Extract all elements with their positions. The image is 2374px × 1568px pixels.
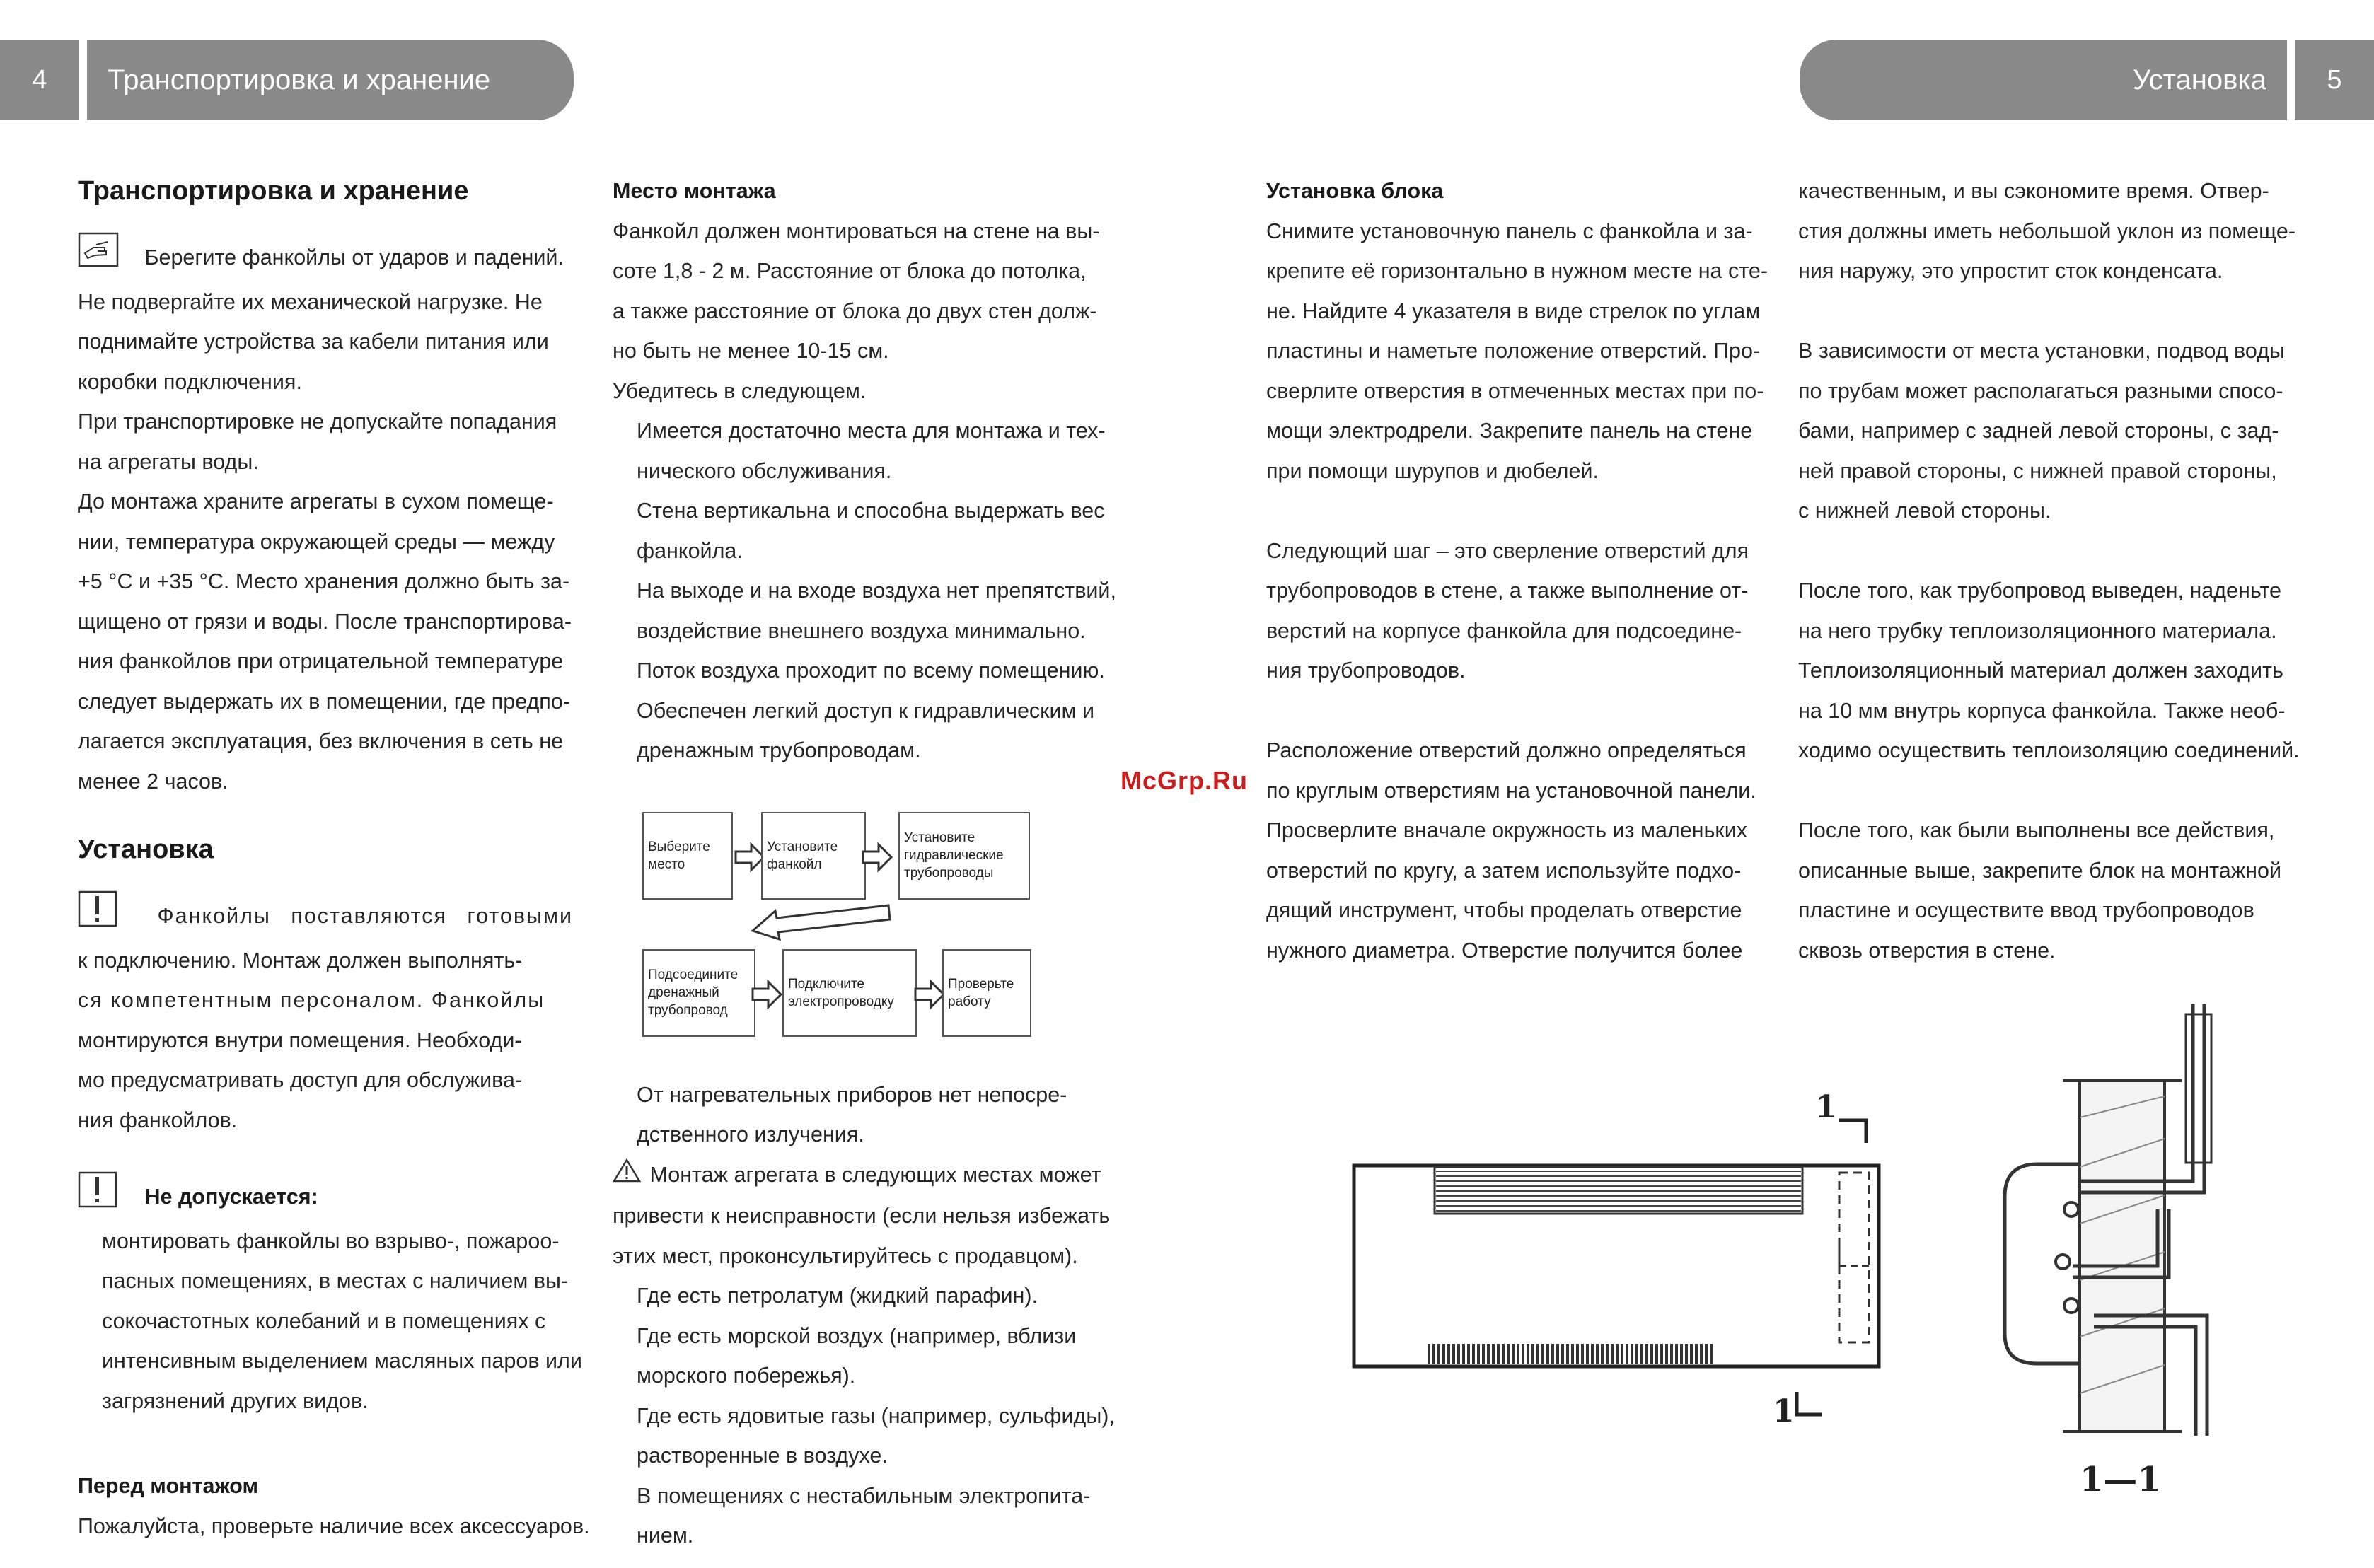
text-line: бами, например с задней левой стороны, с зад- bbox=[1798, 419, 2279, 443]
warning-triangle-icon bbox=[613, 1156, 641, 1197]
section-heading-mounting-place: Место монтажа bbox=[613, 179, 776, 203]
right-page-header bbox=[1800, 40, 2374, 120]
text-line: но быть не менее 10-15 см. bbox=[613, 339, 889, 363]
flow-step-connect-wiring: Подключите электропроводку bbox=[782, 949, 917, 1037]
text-line: качественным, и вы сэкономите время. Отвер- bbox=[1798, 179, 2269, 203]
not-allowed-title: Не допускается: bbox=[144, 1185, 318, 1209]
text-line: отверстий по кругу, а затем используйте подхо- bbox=[1266, 858, 1742, 883]
section-mark-top: 1 bbox=[1815, 1089, 1837, 1125]
text-line: растворенные в воздухе. bbox=[637, 1444, 888, 1468]
text-line: Пожалуйста, проверьте наличие всех аксессуаров. bbox=[78, 1514, 590, 1538]
exclamation-icon bbox=[78, 1171, 117, 1221]
text-line: Обеспечен легкий доступ к гидравлическим и bbox=[637, 698, 1095, 723]
text-line: Фанкойл должен монтироваться на стене на вы- bbox=[613, 219, 1100, 243]
section-mark-bottom: 1 bbox=[1773, 1393, 1795, 1429]
text-line: следует выдержать их в помещении, где предпо- bbox=[78, 689, 570, 714]
text-line: ния фанкойлов при отрицательной температуре bbox=[78, 649, 564, 673]
text-line: поднимайте устройства за кабели питания или bbox=[78, 330, 549, 354]
hand-note-icon bbox=[78, 232, 120, 282]
text-line: менее 2 часов. bbox=[78, 769, 228, 794]
text-line: дственного излучения. bbox=[637, 1122, 864, 1146]
text-line: В помещениях с нестабильным электропита- bbox=[637, 1483, 1091, 1508]
arrow-right-icon bbox=[862, 842, 893, 873]
text-line: Стена вертикальна и способна выдержать вес bbox=[637, 499, 1105, 523]
flow-step-check-operation: Проверьте работу bbox=[942, 949, 1031, 1037]
text-line: лагается эксплуатация, без включения в сеть не bbox=[78, 729, 564, 753]
flow-step-install-hydraulic-pipes: Установите гидравлические трубопроводы bbox=[898, 812, 1030, 900]
text-line: Имеется достаточно места для монтажа и тех- bbox=[637, 419, 1106, 443]
text-line: дренажным трубопроводам. bbox=[637, 738, 921, 762]
text-line: Где есть морской воздух (например, вблизи bbox=[637, 1323, 1077, 1348]
text-line: нием. bbox=[637, 1523, 694, 1547]
fancoil-front-view-drawing bbox=[1344, 1089, 1896, 1436]
arrow-back-icon bbox=[750, 901, 891, 943]
left-page-number: 4 bbox=[32, 65, 47, 95]
text-line: После того, как трубопровод выведен, наденьте bbox=[1798, 579, 2281, 603]
text-line: ния трубопроводов. bbox=[1266, 658, 1466, 683]
text-line: с нижней левой стороны. bbox=[1798, 499, 2051, 523]
text-line: фанкойла. bbox=[637, 538, 743, 563]
watermark: McGrp.Ru bbox=[1121, 766, 1249, 795]
text-line: трубопроводов в стене, а также выполнение от- bbox=[1266, 579, 1749, 603]
text-line: ния фанкойлов. bbox=[78, 1108, 238, 1132]
text-line: пластины и наметьте положение отверстий. Про- bbox=[1266, 339, 1761, 363]
text-line: В зависимости от места установки, подвод воды bbox=[1798, 339, 2285, 363]
text-line: этих мест, проконсультируйтесь с продавцом). bbox=[613, 1243, 1078, 1268]
text-line: Где есть петролатум (жидкий парафин). bbox=[637, 1284, 1038, 1308]
text-line: ней правой стороны, с нижней правой стороны, bbox=[1798, 458, 2277, 483]
text-line: дящий инструмент, чтобы проделать отверстие bbox=[1266, 898, 1742, 922]
text-line: а также расстояние от блока до двух стен долж- bbox=[613, 298, 1097, 323]
section-caption: 1—1 bbox=[2080, 1460, 2161, 1499]
text-line: Теплоизоляционный материал должен заходить bbox=[1798, 658, 2283, 683]
text-line: Просверлите вначале окружность из маленьких bbox=[1266, 818, 1748, 842]
text-line: пластине и осуществите ввод трубопроводов bbox=[1798, 898, 2254, 922]
text-line: соте 1,8 - 2 м. Расстояние от блока до потолка, bbox=[613, 259, 1087, 283]
text-line: На выходе и на входе воздуха нет препятствий, bbox=[637, 579, 1116, 603]
text-line: Убедитесь в следующем. bbox=[613, 378, 867, 403]
section-heading-transport: Транспортировка и хранение bbox=[78, 176, 469, 206]
header-separator bbox=[2287, 40, 2295, 120]
section-heading-unit-installation: Установка блока bbox=[1266, 179, 1444, 203]
flow-step-connect-drain: Подсоедините дренажный трубопровод bbox=[642, 949, 755, 1037]
section-heading-install: Установка bbox=[78, 835, 214, 864]
text-line: мощи электродрели. Закрепите панель на стене bbox=[1266, 419, 1753, 443]
text-line: ния наружу, это упростит сток конденсата. bbox=[1798, 259, 2223, 283]
text-line: привести к неисправности (если нельзя избежать bbox=[613, 1204, 1111, 1228]
text-line: пасных помещениях, в местах с наличием вы- bbox=[102, 1269, 569, 1293]
arrow-right-icon bbox=[914, 979, 945, 1010]
text-line: сокочастотных колебаний и в помещениях с bbox=[102, 1308, 546, 1333]
text-line: нического обслуживания. bbox=[637, 458, 892, 483]
text-line: При транспортировке не допускайте попадания bbox=[78, 410, 557, 434]
text-line: монтируются внутри помещения. Необходи- bbox=[78, 1028, 522, 1052]
text-line: До монтажа храните агрегаты в сухом помеще- bbox=[78, 489, 554, 513]
text-line: к подключению. Монтаж должен выполнять- bbox=[78, 948, 523, 972]
text-line: загрязнений других видов. bbox=[102, 1388, 369, 1413]
text-line: ходимо осуществить теплоизоляцию соединений. bbox=[1798, 738, 2300, 762]
text-line: по трубам может располагаться разными спосо- bbox=[1798, 378, 2283, 403]
column-transport-storage bbox=[78, 171, 590, 1546]
text-line: Снимите установочную панель с фанкойла и за- bbox=[1266, 219, 1753, 243]
text-line: сверлите отверстия в отмеченных местах при по- bbox=[1266, 378, 1764, 403]
text-line: на него трубку теплоизоляционного материала. bbox=[1798, 618, 2277, 643]
column-unit-installation bbox=[1266, 171, 1768, 970]
text-line: интенсивным выделением масляных паров или bbox=[102, 1349, 582, 1373]
text-line: От нагревательных приборов нет непосре- bbox=[637, 1082, 1067, 1107]
text-line: крепите её горизонтально в нужном месте на сте- bbox=[1266, 259, 1768, 283]
text-line: Фанкойлы поставляются готовыми bbox=[78, 890, 573, 941]
text-line: ся компетентным персоналом. Фанкойлы bbox=[78, 988, 545, 1012]
flow-step-choose-place: Выберите место bbox=[642, 812, 733, 900]
text-line: при помощи шурупов и дюбелей. bbox=[1266, 458, 1599, 483]
text-line: морского побережья). bbox=[637, 1364, 856, 1388]
right-page-number: 5 bbox=[2327, 65, 2342, 95]
arrow-right-icon bbox=[751, 979, 782, 1010]
text-line: сквозь отверстия в стене. bbox=[1798, 938, 2056, 963]
text-line: нужного диаметра. Отверстие получится более bbox=[1266, 938, 1743, 963]
section-heading-before-install: Перед монтажом bbox=[78, 1474, 259, 1498]
text-line: монтировать фанкойлы во взрыво-, пожароо- bbox=[102, 1229, 560, 1253]
flow-step-install-fancoil: Установите фанкойл bbox=[761, 812, 866, 900]
text-line: щищено от грязи и воды. После транспортирова- bbox=[78, 609, 572, 634]
text-line: Берегите фанкойлы от ударов и падений. bbox=[78, 232, 573, 282]
left-page-title: Транспортировка и хранение bbox=[108, 64, 491, 95]
column-mounting-place bbox=[613, 171, 1116, 1556]
text-line: Расположение отверстий должно определяться bbox=[1266, 738, 1747, 762]
text-line: Следующий шаг – это сверление отверстий для bbox=[1266, 538, 1749, 563]
left-page-header bbox=[0, 40, 574, 120]
text-line: воздействие внешнего воздуха минимально. bbox=[637, 618, 1086, 643]
section-1-1-drawing bbox=[1995, 997, 2264, 1506]
right-page-title: Установка bbox=[2132, 64, 2266, 95]
text-line: коробки подключения. bbox=[78, 369, 302, 394]
text-line: Монтаж агрегата в следующих местах может bbox=[613, 1155, 1113, 1197]
header-separator bbox=[79, 40, 87, 120]
text-line: на агрегаты воды. bbox=[78, 449, 259, 474]
text-line: Поток воздуха проходит по всему помещению. bbox=[637, 658, 1105, 683]
not-allowed-title-line bbox=[78, 1171, 573, 1221]
text-line: описанные выше, закрепите блок на монтажной bbox=[1798, 858, 2282, 883]
column-unit-installation-continued bbox=[1798, 171, 2302, 970]
text-line: Где есть ядовитые газы (например, сульфиды), bbox=[637, 1403, 1115, 1428]
exclamation-icon bbox=[78, 890, 117, 941]
text-line: мо предусматривать доступ для обслужива- bbox=[78, 1068, 523, 1092]
text-line: на 10 мм внутрь корпуса фанкойла. Также необ- bbox=[1798, 698, 2286, 723]
text-line: по круглым отверстиям на установочной панели. bbox=[1266, 778, 1756, 803]
installation-flowchart bbox=[613, 771, 1113, 1075]
text-line: стия должны иметь небольшой уклон из помеще- bbox=[1798, 219, 2296, 243]
text-line: не. Найдите 4 указателя в виде стрелок по углам bbox=[1266, 298, 1761, 323]
text-line: нии, температура окружающей среды — между bbox=[78, 529, 555, 554]
text-line: верстий на корпусе фанкойла для подсоедине- bbox=[1266, 618, 1742, 643]
text-line: После того, как были выполнены все действия, bbox=[1798, 818, 2275, 842]
text-line: Не подвергайте их механической нагрузке. Не bbox=[78, 289, 543, 314]
text-line: +5 °С и +35 °С. Место хранения должно быть за- bbox=[78, 569, 570, 593]
